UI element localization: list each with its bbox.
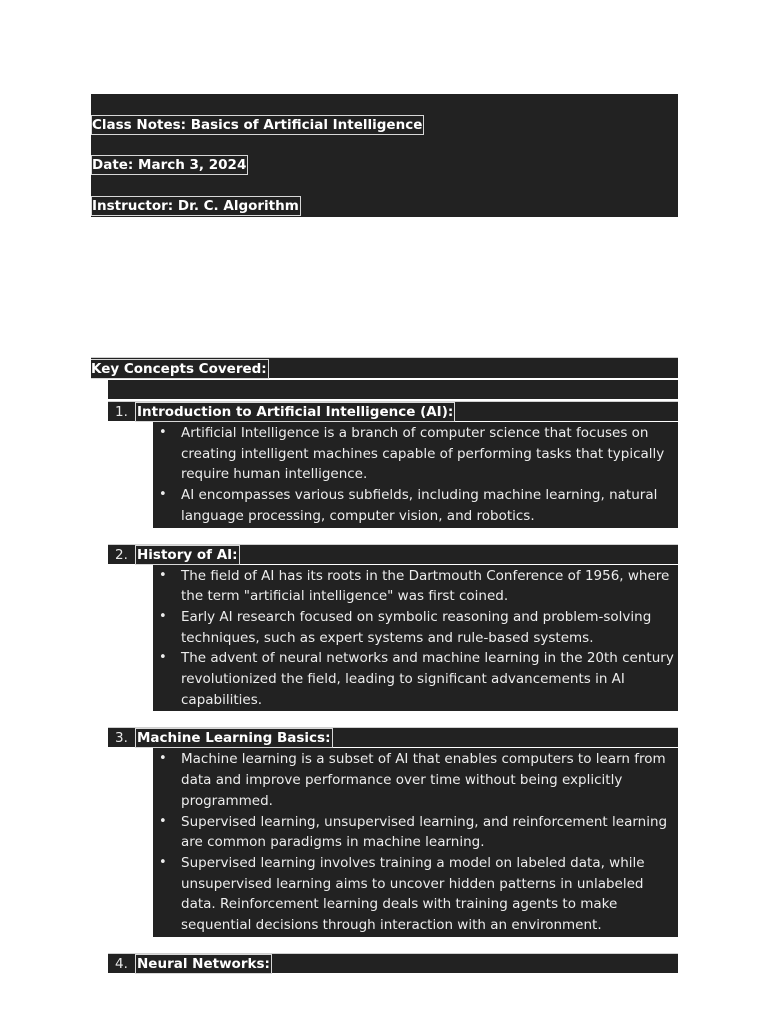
bullet-item: • Artificial Intelligence is a branch of computer science that focuses on creating intelligent machines capable of performing tasks that typically require human intelligence. [153,423,678,485]
spacer-row [108,380,678,399]
bullet-item: • Machine learning is a subset of AI that enables computers to learn from data and improve performance over time without being explicitly programmed. [153,749,678,811]
bullet-item: • Supervised learning involves training a model on labeled data, while unsupervised learning aims to uncover hidden patterns in unlabeled data. Reinforcement learning deals with training agents to make sequential decisions through interaction with an environment. [153,853,678,936]
topic-row [108,953,678,973]
topic-number: 2. [115,546,128,563]
topic-number: 1. [115,404,128,420]
bullet-item: • The advent of neural networks and machine learning in the 20th century revolutionized the field, leading to significant advancements in AI capabilities. [153,648,678,710]
topic-row [108,544,678,564]
topic-title: Neural Networks: [137,955,270,972]
bullet-item: • The field of AI has its roots in the Dartmouth Conference of 1956, where the term "artificial intelligence" was first coined. [153,566,678,607]
bullet-list [153,748,678,936]
notes-header [91,94,678,217]
topics-list [91,401,678,973]
bullet-item: • Supervised learning, unsupervised learning, and reinforcement learning are common paradigms in machine learning. [153,812,678,853]
key-concepts-section [91,357,678,973]
topic-title: Introduction to Artificial Intelligence (AI): [137,404,454,420]
notes-title: Class Notes: Basics of Artificial Intelligence [92,117,423,133]
topic-number: 3. [115,730,128,747]
topic-title: History of AI: [137,546,238,563]
bullet-item: • Early AI research focused on symbolic reasoning and problem-solving techniques, such as expert systems and rule-based systems. [153,607,678,648]
notes-instructor: Instructor: Dr. C. Algorithm [92,198,299,214]
key-concepts-heading: Key Concepts Covered: [91,361,267,377]
key-concepts-heading-row [91,358,678,378]
bullet-list [153,422,678,528]
topic-row [108,401,678,421]
notes-date: Date: March 3, 2024 [92,157,247,173]
topic-number: 4. [115,955,128,972]
bullet-item: • AI encompasses various subfields, including machine learning, natural language processing, computer vision, and robotics. [153,485,678,526]
bullet-list [153,565,678,712]
topic-title: Machine Learning Basics: [137,730,331,747]
topic-row [108,727,678,747]
